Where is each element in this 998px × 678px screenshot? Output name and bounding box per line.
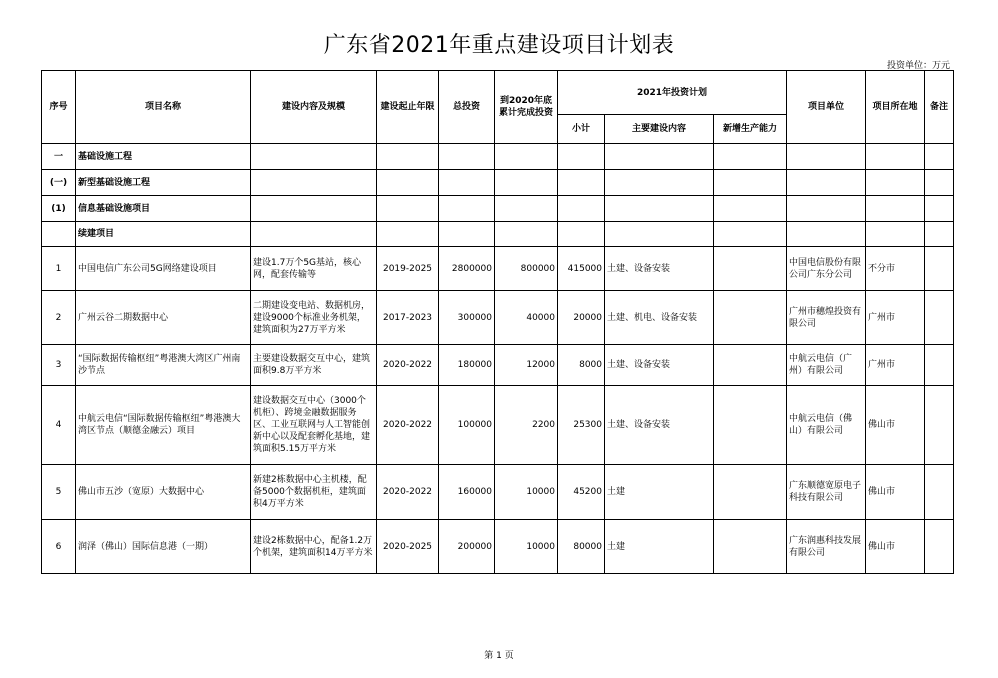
section-seq xyxy=(42,222,76,247)
section-name: 新型基础设施工程 xyxy=(76,170,251,196)
table-row xyxy=(42,386,954,465)
header-name: 项目名称 xyxy=(76,71,251,144)
project-plan-table xyxy=(41,70,954,574)
row-location: 佛山市 xyxy=(866,520,925,574)
row-period: 2020-2025 xyxy=(377,520,439,574)
row-main-content: 土建、机电、设备安装 xyxy=(605,291,714,345)
row-done: 800000 xyxy=(495,247,558,291)
header-done-2020: 到2020年底累计完成投资 xyxy=(495,71,558,144)
row-subtotal: 45200 xyxy=(558,465,605,520)
header-main-content: 主要建设内容 xyxy=(605,115,714,144)
row-main-content: 土建、设备安装 xyxy=(605,345,714,386)
header-plan-2021: 2021年投资计划 xyxy=(558,71,787,115)
row-period: 2017-2023 xyxy=(377,291,439,345)
row-main-content: 土建、设备安装 xyxy=(605,386,714,465)
row-seq: 6 xyxy=(42,520,76,574)
row-main-content: 土建 xyxy=(605,520,714,574)
table-row xyxy=(42,247,954,291)
row-unit: 中航云电信（广州）有限公司 xyxy=(787,345,866,386)
row-note xyxy=(925,345,954,386)
row-name: 佛山市五沙（宽原）大数据中心 xyxy=(76,465,251,520)
row-note xyxy=(925,247,954,291)
section-name: 信息基础设施项目 xyxy=(76,196,251,222)
table-row xyxy=(42,291,954,345)
row-unit: 广东顺德宽原电子科技有限公司 xyxy=(787,465,866,520)
header-total: 总投资 xyxy=(439,71,495,144)
row-location: 佛山市 xyxy=(866,386,925,465)
row-note xyxy=(925,520,954,574)
row-subtotal: 80000 xyxy=(558,520,605,574)
header-capacity: 新增生产能力 xyxy=(714,115,787,144)
row-done: 10000 xyxy=(495,520,558,574)
row-location: 佛山市 xyxy=(866,465,925,520)
row-done: 10000 xyxy=(495,465,558,520)
section-row xyxy=(42,196,954,222)
row-content: 建设数据交互中心（3000个机柜）、跨境金融数据服务区、工业互联网与人工智能创新中心以及配套孵化基地，建筑面积5.15万平方米 xyxy=(251,386,377,465)
row-main-content: 土建、设备安装 xyxy=(605,247,714,291)
row-capacity xyxy=(714,291,787,345)
row-capacity xyxy=(714,386,787,465)
header-subtotal: 小计 xyxy=(558,115,605,144)
row-total: 160000 xyxy=(439,465,495,520)
investment-unit-note: 投资单位：万元 xyxy=(886,61,950,71)
row-content: 二期建设变电站、数据机房，建设9000个标准业务机架，建筑面积为27万平方米 xyxy=(251,291,377,345)
header-row-1 xyxy=(42,71,954,115)
table-row xyxy=(42,465,954,520)
row-content: 主要建设数据交互中心，建筑面积9.8万平方米 xyxy=(251,345,377,386)
row-content: 建设2栋数据中心，配备1.2万个机架，建筑面积14万平方米 xyxy=(251,520,377,574)
row-period: 2020-2022 xyxy=(377,465,439,520)
table-row xyxy=(42,520,954,574)
row-period: 2020-2022 xyxy=(377,386,439,465)
row-seq: 2 xyxy=(42,291,76,345)
row-name: 中国电信广东公司5G网络建设项目 xyxy=(76,247,251,291)
section-seq: (1) xyxy=(42,196,76,222)
row-seq: 4 xyxy=(42,386,76,465)
row-location: 广州市 xyxy=(866,291,925,345)
header-content: 建设内容及规模 xyxy=(251,71,377,144)
header-unit: 项目单位 xyxy=(787,71,866,144)
row-note xyxy=(925,465,954,520)
row-name: 中航云电信“国际数据传输枢纽”粤港澳大湾区节点（顺德金融云）项目 xyxy=(76,386,251,465)
row-total: 180000 xyxy=(439,345,495,386)
row-unit: 广州市穗煌投资有限公司 xyxy=(787,291,866,345)
row-name: 润泽（佛山）国际信息港（一期） xyxy=(76,520,251,574)
row-total: 2800000 xyxy=(439,247,495,291)
section-seq: (一) xyxy=(42,170,76,196)
row-period: 2019-2025 xyxy=(377,247,439,291)
row-done: 2200 xyxy=(495,386,558,465)
row-done: 40000 xyxy=(495,291,558,345)
section-row xyxy=(42,144,954,170)
row-note xyxy=(925,291,954,345)
row-unit: 中国电信股份有限公司广东分公司 xyxy=(787,247,866,291)
row-subtotal: 20000 xyxy=(558,291,605,345)
row-name: “国际数据传输枢纽”粤港澳大湾区广州南沙节点 xyxy=(76,345,251,386)
header-period: 建设起止年限 xyxy=(377,71,439,144)
row-capacity xyxy=(714,520,787,574)
section-seq: 一 xyxy=(42,144,76,170)
row-subtotal: 25300 xyxy=(558,386,605,465)
table-row xyxy=(42,345,954,386)
row-seq: 3 xyxy=(42,345,76,386)
page-title: 广东省2021年重点建设项目计划表 xyxy=(323,33,675,58)
row-location: 广州市 xyxy=(866,345,925,386)
row-main-content: 土建 xyxy=(605,465,714,520)
row-seq: 5 xyxy=(42,465,76,520)
row-name: 广州云谷二期数据中心 xyxy=(76,291,251,345)
section-name: 基础设施工程 xyxy=(76,144,251,170)
header-location: 项目所在地 xyxy=(866,71,925,144)
row-total: 200000 xyxy=(439,520,495,574)
row-capacity xyxy=(714,465,787,520)
header-note: 备注 xyxy=(925,71,954,144)
row-period: 2020-2022 xyxy=(377,345,439,386)
section-row xyxy=(42,170,954,196)
row-subtotal: 8000 xyxy=(558,345,605,386)
row-subtotal: 415000 xyxy=(558,247,605,291)
row-capacity xyxy=(714,345,787,386)
row-unit: 广东润惠科技发展有限公司 xyxy=(787,520,866,574)
row-capacity xyxy=(714,247,787,291)
row-content: 建设1.7万个5G基站，核心网，配套传输等 xyxy=(251,247,377,291)
row-done: 12000 xyxy=(495,345,558,386)
section-row xyxy=(42,222,954,247)
row-content: 新建2栋数据中心主机楼，配备5000个数据机柜，建筑面积4万平方米 xyxy=(251,465,377,520)
row-total: 100000 xyxy=(439,386,495,465)
page-number: 第 1 页 xyxy=(484,651,514,661)
row-location: 不分市 xyxy=(866,247,925,291)
header-seq: 序号 xyxy=(42,71,76,144)
section-name: 续建项目 xyxy=(76,222,251,247)
row-unit: 中航云电信（佛山）有限公司 xyxy=(787,386,866,465)
row-seq: 1 xyxy=(42,247,76,291)
row-note xyxy=(925,386,954,465)
row-total: 300000 xyxy=(439,291,495,345)
